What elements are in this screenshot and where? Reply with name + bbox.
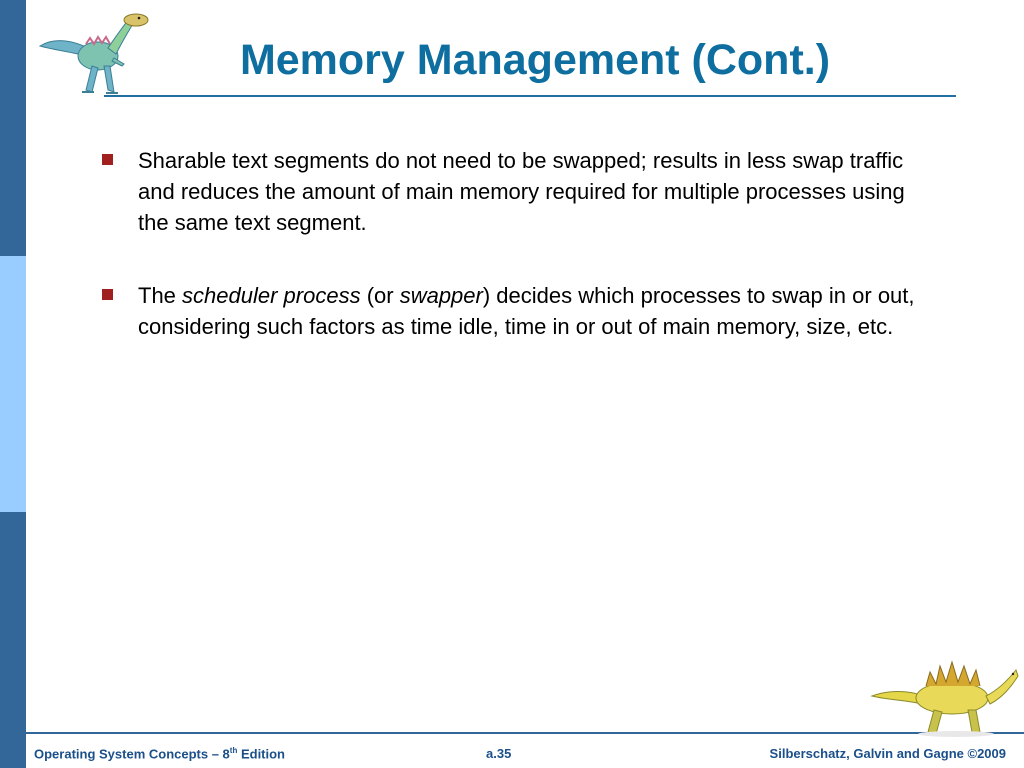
stegosaurus-logo-icon bbox=[868, 656, 1020, 738]
bullet-item bbox=[100, 145, 930, 238]
bullet-text-middle: (or bbox=[360, 283, 400, 308]
bullet-text-suffix: ) decides which processes to swap in or out, considering such factors as time idle, time in or out of main memory, size, etc. bbox=[138, 283, 915, 339]
side-bar-bottom-segment bbox=[0, 512, 26, 768]
bullet-text: Sharable text segments do not need to be swapped; results in less swap traffic and reduces the amount of main memory required for multiple processes using the same text segment. bbox=[138, 148, 905, 235]
scheduler-process-term: scheduler process bbox=[182, 283, 361, 308]
footer-book-prefix: Operating System Concepts – 8 bbox=[34, 746, 230, 762]
footer-page-number: a.35 bbox=[486, 746, 512, 761]
square-bullet-icon bbox=[102, 289, 113, 300]
side-bar-top-segment bbox=[0, 0, 26, 256]
side-bar bbox=[0, 0, 26, 768]
footer-book-title bbox=[34, 746, 285, 761]
bullet-list bbox=[100, 145, 930, 384]
swapper-term: swapper bbox=[399, 283, 483, 308]
side-bar-middle-segment bbox=[0, 256, 26, 512]
bullet-item bbox=[100, 280, 930, 342]
footer-book-suffix: Edition bbox=[237, 746, 286, 762]
footer-copyright: Silberschatz, Galvin and Gagne ©2009 bbox=[769, 746, 1006, 761]
title-underline bbox=[104, 95, 956, 97]
bullet-text-prefix: The bbox=[138, 283, 183, 308]
slide-title: Memory Management (Cont.) bbox=[239, 36, 831, 84]
dinosaur-logo-icon bbox=[36, 6, 156, 98]
footer-book-sup: th bbox=[229, 746, 238, 755]
square-bullet-icon bbox=[102, 154, 113, 165]
